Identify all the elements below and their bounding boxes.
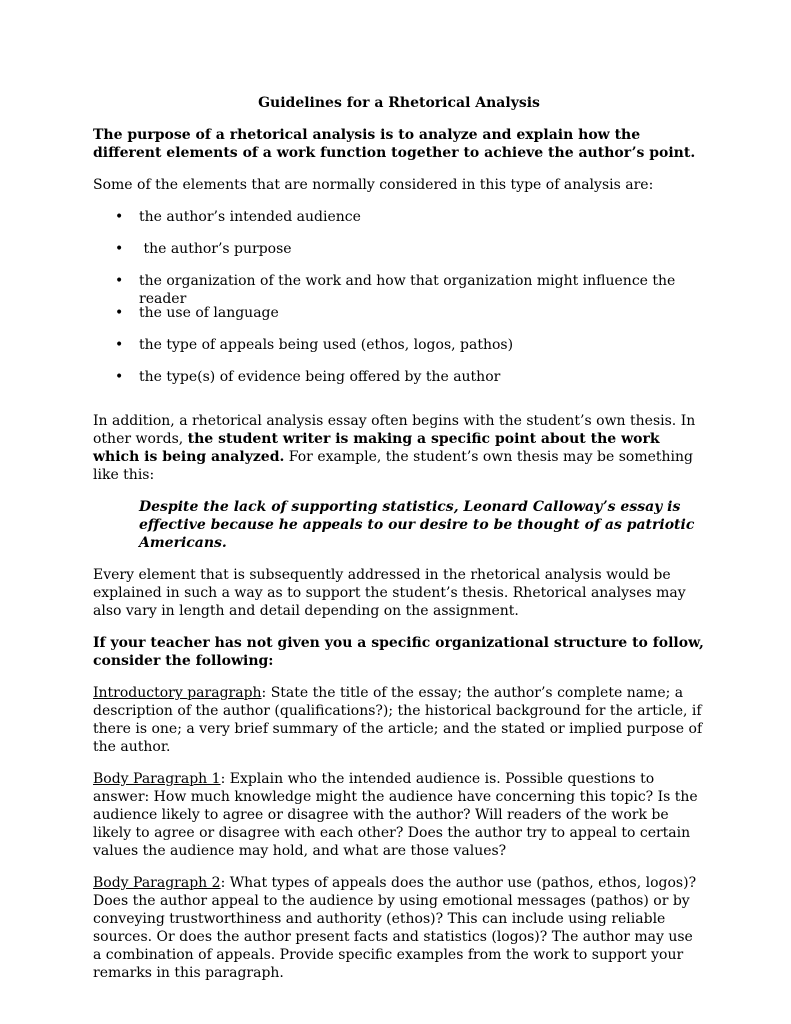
section-label: Introductory paragraph [93,685,262,701]
document-body [93,94,705,996]
list-item [93,336,705,368]
bullet-icon: • [115,273,124,289]
section-text: : State the title of the essay; the author’s complete name; a description of the author (qualifications?); the historical background for the article, if there is one; a very brief summary of the article; and the stated or implied purpose of the author. [93,685,703,755]
document-title: Guidelines for a Rhetorical Analysis [258,95,540,111]
list-item [93,368,705,400]
bullet-icon: • [115,241,124,257]
elements-list [93,208,705,400]
list-item-text: the type of appeals being used (ethos, logos, pathos) [139,337,514,353]
bullet-icon: • [115,337,124,353]
list-item-text: the type(s) of evidence being offered by the author [139,369,501,385]
list-item [93,304,705,336]
list-item-text: the author’s purpose [139,241,292,257]
list-item [93,272,705,307]
bullet-icon: • [115,369,124,385]
addition-bold-text: the student writer is making a specific point about the work which is being analyzed. [93,431,660,465]
section-body-1 [93,770,705,860]
section-body-2 [93,874,705,982]
bullet-icon: • [115,305,124,321]
addition-paragraph [93,412,705,484]
section-introductory [93,684,705,756]
structure-heading: If your teacher has not given you a specific organizational structure to follow, consider the following: [93,635,704,669]
list-item [93,240,705,272]
list-item-text: the author’s intended audience [139,209,361,225]
addition-text-start: In addition, a rhetorical analysis essay often begins with the student’s own thesis. In other words, [93,413,696,447]
section-text: : Explain who the intended audience is. Possible questions to answer: How much knowledge might the audience have concerning this topic? Is the audience likely to agree or disagree with the author? Will readers of the work be likely to agree or disagree with each other? Does the author try to appeal to certain values the audience may hold, and what are those values? [93,771,698,859]
bullet-icon: • [115,209,124,225]
purpose-statement: The purpose of a rhetorical analysis is to analyze and explain how the different elements of a work function together to achieve the author’s point. [93,127,696,161]
list-item-text: the use of language [139,305,279,321]
thesis-example: Despite the lack of supporting statistics, Leonard Calloway’s essay is effective because he appeals to our desire to be thought of as patriotic Americans. [139,499,695,551]
addition-text-end: For example, the student’s own thesis may be something like this: [93,449,693,483]
every-element-paragraph: Every element that is subsequently addressed in the rhetorical analysis would be explained in such a way as to support the student’s thesis. Rhetorical analyses may also vary in length and detail depending on the assignment. [93,567,686,619]
elements-intro: Some of the elements that are normally considered in this type of analysis are: [93,177,654,193]
section-text: : What types of appeals does the author use (pathos, ethos, logos)? Does the author appeal to the audience by using emotional messages (pathos) or by conveying trustworthiness and authority (ethos)? This can include using reliable sources. Or does the author present facts and statistics (logos)? The author may use a combination of appeals. Provide specific examples from the work to support your remarks in this paragraph. [93,875,697,981]
list-item-text: the organization of the work and how that organization might influence the reader [139,273,676,307]
section-label: Body Paragraph 1 [93,771,221,787]
section-label: Body Paragraph 2 [93,875,221,891]
list-item [93,208,705,240]
